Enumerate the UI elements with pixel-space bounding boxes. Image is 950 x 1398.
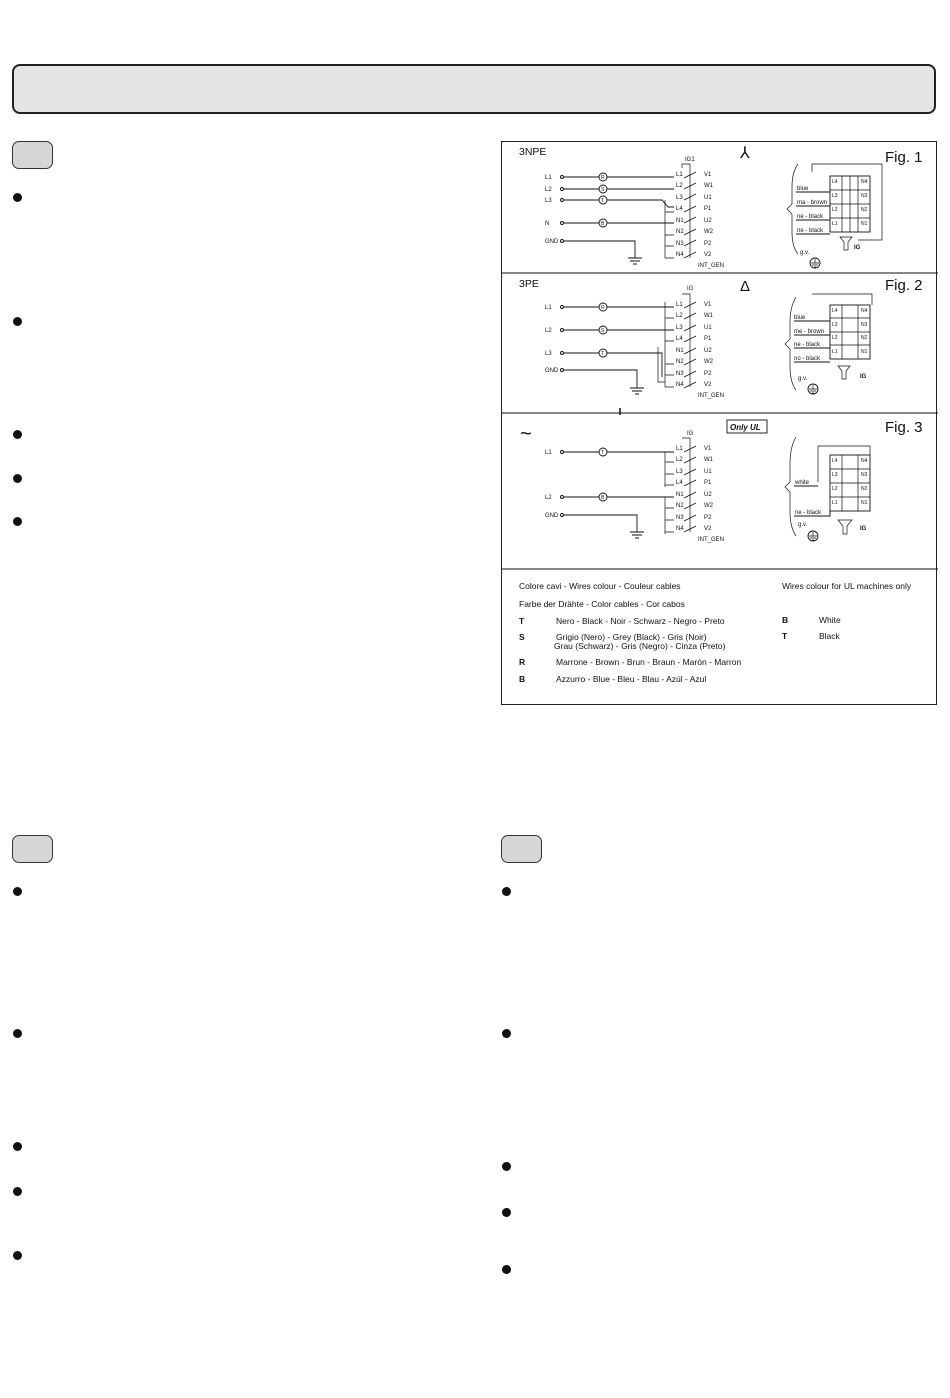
- bullet-point: [13, 517, 22, 526]
- block-terminal: L3: [832, 472, 838, 478]
- block-terminal: L4: [832, 179, 838, 185]
- relay-label: IG1: [685, 157, 695, 163]
- system-label: 3NPE: [519, 146, 547, 158]
- block-terminal: L2: [832, 207, 838, 213]
- block-terminal: L1: [832, 221, 838, 227]
- switch-terminal: V2: [704, 252, 712, 258]
- switch-terminal: U2: [704, 218, 712, 224]
- bullet-point: [13, 1142, 22, 1151]
- switch-terminal: V2: [704, 382, 712, 388]
- bullet-point: [13, 317, 22, 326]
- language-tab: [12, 835, 53, 863]
- wire-label: ma - brown: [797, 200, 828, 206]
- relay-label: IG: [687, 286, 694, 292]
- wire-code: T: [601, 198, 605, 204]
- ac-symbol: ~: [520, 423, 532, 445]
- switch-terminal: V1: [704, 302, 712, 308]
- wire-label: blue: [797, 186, 809, 192]
- block-terminal: L3: [832, 193, 838, 199]
- figure-label: Fig. 2: [885, 277, 923, 294]
- switch-terminal: W2: [704, 503, 713, 509]
- switch-terminal: U1: [704, 469, 712, 475]
- wire-code: R: [601, 175, 605, 181]
- switch-terminal: N2: [676, 229, 684, 235]
- legend-title: Colore cavi - Wires colour - Couleur cables: [519, 581, 681, 591]
- block-terminal: N3: [861, 472, 868, 478]
- block-terminal: L1: [832, 500, 838, 506]
- legend-text: Nero - Black - Noir - Schwarz - Negro - Preto: [556, 616, 725, 626]
- system-label: 3PE: [519, 278, 539, 290]
- switch-terminal: N2: [676, 503, 684, 509]
- switch-terminal: L3: [676, 195, 683, 201]
- switch-terminal: W2: [704, 229, 713, 235]
- switch-terminal: U2: [704, 348, 712, 354]
- input-label: L3: [545, 351, 552, 357]
- legend-text: Grigio (Nero) - Grey (Black) - Gris (Noir): [556, 632, 707, 642]
- block-terminal: N4: [861, 308, 868, 314]
- switch-terminal: P2: [704, 515, 712, 521]
- bullet-point: [13, 1187, 22, 1196]
- bullet-point: [502, 1265, 511, 1274]
- switch-terminal: L3: [676, 325, 683, 331]
- block-terminal: L4: [832, 458, 838, 464]
- input-label: L1: [545, 450, 552, 456]
- input-label: N: [545, 221, 550, 227]
- legend-key: T: [782, 631, 788, 641]
- ground-label: g.v.: [800, 250, 810, 256]
- ground-label: g.v.: [798, 522, 808, 528]
- language-tab: [12, 141, 53, 169]
- input-label: L3: [545, 198, 552, 204]
- switch-terminal: N2: [676, 359, 684, 365]
- block-terminal: N4: [861, 458, 868, 464]
- wire-label: blue: [794, 315, 806, 321]
- input-label: L2: [545, 187, 552, 193]
- wire-code: R: [601, 305, 605, 311]
- wiring-diagram-panel: [501, 141, 937, 705]
- figure-2: [519, 277, 923, 415]
- switch-terminal: L2: [676, 457, 683, 463]
- switch-terminal: P2: [704, 241, 712, 247]
- plug-icon: [838, 366, 850, 379]
- switch-terminal: N3: [676, 371, 684, 377]
- plug-icon: [840, 237, 852, 250]
- input-label: L1: [545, 305, 552, 311]
- figure-1: [519, 145, 923, 269]
- wire-label: ne - black: [795, 510, 822, 516]
- block-terminal: N1: [861, 500, 868, 506]
- wire-colour-legend: [519, 581, 912, 684]
- bullet-point: [13, 193, 22, 202]
- language-tab: [501, 835, 542, 863]
- wire-code: T: [601, 351, 605, 357]
- block-terminal: L2: [832, 486, 838, 492]
- wire-label: no - black: [794, 356, 821, 362]
- legend-key: R: [519, 657, 526, 667]
- block-terminal: N3: [861, 193, 868, 199]
- switch-terminal: W1: [704, 457, 713, 463]
- plug-label: IG: [860, 374, 867, 380]
- switch-terminal: N3: [676, 515, 684, 521]
- legend-text: Black: [819, 631, 840, 641]
- block-terminal: N2: [861, 335, 868, 341]
- switch-terminal: N3: [676, 241, 684, 247]
- legend-text: Marrone - Brown - Brun - Braun - Marón - Marron: [556, 657, 742, 667]
- legend-title: Farbe der Drähte - Color cables - Cor cabos: [519, 599, 685, 609]
- legend-text: Azzurro - Blue - Bleu - Blau - Azúl - Azul: [556, 674, 707, 684]
- switch-terminal: N4: [676, 252, 684, 258]
- input-label: GND: [545, 513, 559, 519]
- wiring-diagram: [502, 142, 938, 706]
- switch-terminal: V1: [704, 446, 712, 452]
- input-label: L1: [545, 175, 552, 181]
- figure-label: Fig. 1: [885, 149, 923, 166]
- switch-terminal: L1: [676, 172, 683, 178]
- switch-terminal: W1: [704, 183, 713, 189]
- legend-key: B: [519, 674, 526, 684]
- switch-terminal: W1: [704, 313, 713, 319]
- switch-terminal: N1: [676, 348, 684, 354]
- switch-terminal: N1: [676, 218, 684, 224]
- switch-terminal: P2: [704, 371, 712, 377]
- wire-code: B: [601, 221, 605, 227]
- switch-terminal: U2: [704, 492, 712, 498]
- bullet-point: [13, 887, 22, 896]
- legend-key: B: [782, 615, 789, 625]
- switch-label: INT_GEN: [698, 393, 725, 399]
- switch-terminal: N1: [676, 492, 684, 498]
- bullet-point: [502, 1208, 511, 1217]
- wire-code: S: [601, 328, 605, 334]
- switch-terminal: L2: [676, 313, 683, 319]
- switch-terminal: L4: [676, 480, 683, 486]
- wire-label: white: [795, 480, 810, 486]
- wire-label: ne - black: [797, 228, 824, 234]
- switch-label: INT_GEN: [698, 537, 725, 543]
- wire-label: me - brown: [794, 329, 825, 335]
- block-terminal: N4: [861, 179, 868, 185]
- wire-code: S: [601, 187, 605, 193]
- input-label: GND: [545, 239, 559, 245]
- switch-terminal: P1: [704, 206, 712, 212]
- switch-terminal: L2: [676, 183, 683, 189]
- bullet-point: [502, 887, 511, 896]
- switch-terminal: L1: [676, 446, 683, 452]
- legend-text: Grau (Schwarz) - Gris (Negro) - Cinza (Preto): [554, 641, 726, 651]
- switch-terminal: P1: [704, 480, 712, 486]
- input-label: L2: [545, 328, 552, 334]
- switch-terminal: L4: [676, 336, 683, 342]
- switch-terminal: U1: [704, 195, 712, 201]
- block-terminal: N2: [861, 207, 868, 213]
- switch-label: INT_GEN: [698, 263, 725, 269]
- switch-terminal: P1: [704, 336, 712, 342]
- input-label: L2: [545, 495, 552, 501]
- ul-legend-title: Wires colour for UL machines only: [782, 581, 912, 591]
- plug-label: IG: [854, 245, 861, 251]
- wire-label: ne - black: [794, 342, 821, 348]
- star-symbol: ⅄: [740, 145, 750, 162]
- bullet-point: [13, 430, 22, 439]
- figure-3: [520, 419, 923, 543]
- input-label: GND: [545, 368, 559, 374]
- block-terminal: N1: [861, 221, 868, 227]
- switch-terminal: N4: [676, 526, 684, 532]
- wire-label: ne - black: [797, 214, 824, 220]
- plug-label: IG: [860, 526, 867, 532]
- figure-label: Fig. 3: [885, 419, 923, 436]
- only-ul-label: Only UL: [730, 423, 761, 432]
- block-terminal: L3: [832, 322, 838, 328]
- plug-icon: [838, 520, 852, 534]
- block-terminal: N2: [861, 486, 868, 492]
- switch-terminal: V2: [704, 526, 712, 532]
- bullet-point: [13, 1029, 22, 1038]
- bullet-point: [13, 474, 22, 483]
- block-terminal: L1: [832, 349, 838, 355]
- wire-code: B: [601, 495, 605, 501]
- switch-terminal: W2: [704, 359, 713, 365]
- switch-terminal: N4: [676, 382, 684, 388]
- block-terminal: N1: [861, 349, 868, 355]
- block-terminal: N3: [861, 322, 868, 328]
- switch-terminal: L4: [676, 206, 683, 212]
- switch-terminal: L1: [676, 302, 683, 308]
- bullet-point: [13, 1251, 22, 1260]
- bullet-point: [502, 1162, 511, 1171]
- legend-text: White: [819, 615, 841, 625]
- legend-key: T: [519, 616, 525, 626]
- block-terminal: L4: [832, 308, 838, 314]
- switch-terminal: U1: [704, 325, 712, 331]
- relay-label: IG: [687, 431, 694, 437]
- delta-symbol: Δ: [740, 278, 751, 295]
- legend-key: S: [519, 632, 525, 642]
- wire-code: T: [601, 450, 605, 456]
- ground-label: g.v.: [798, 376, 808, 382]
- switch-terminal: V1: [704, 172, 712, 178]
- switch-terminal: L3: [676, 469, 683, 475]
- block-terminal: L2: [832, 335, 838, 341]
- bullet-point: [502, 1029, 511, 1038]
- header-bar: [12, 64, 936, 114]
